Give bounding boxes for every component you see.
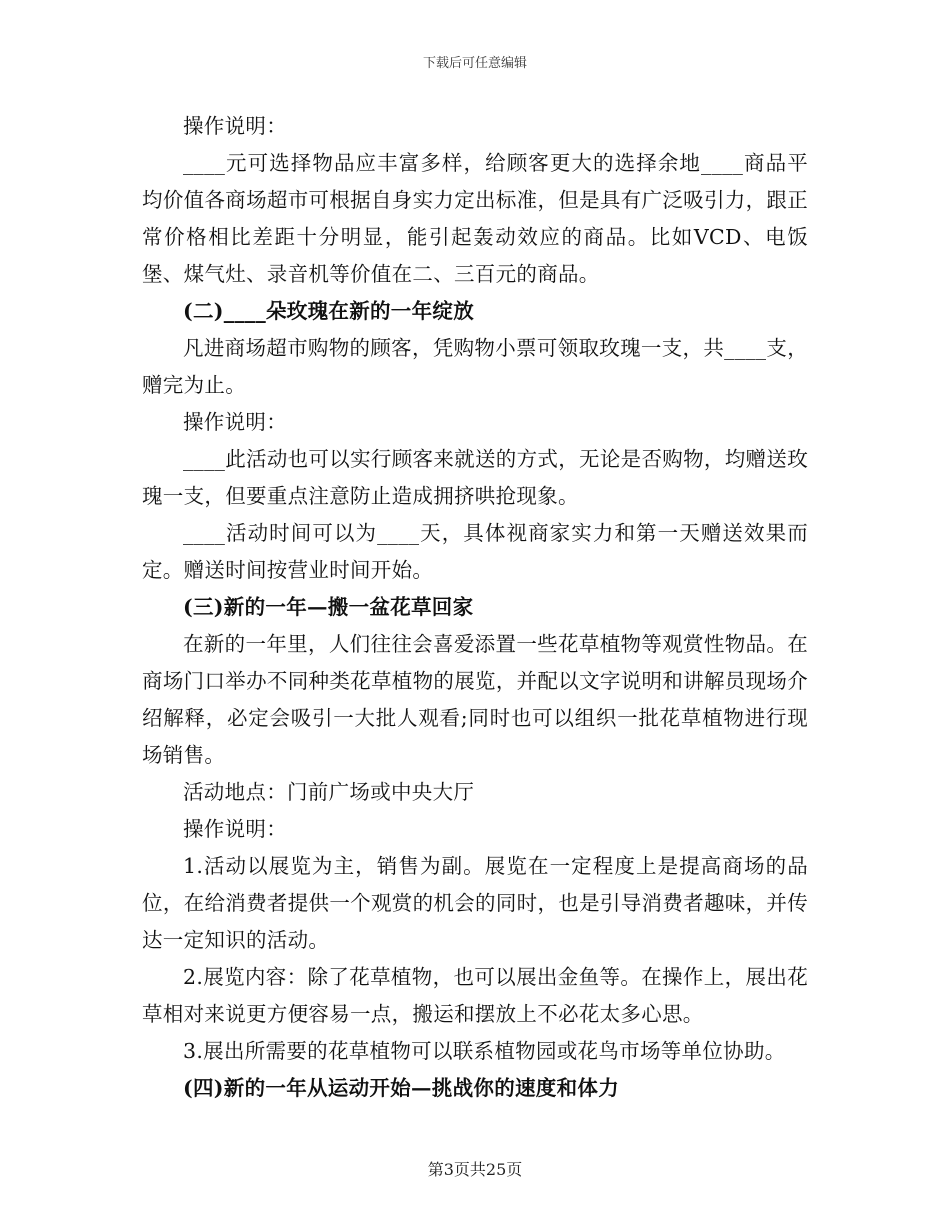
section-heading: (四)新的一年从运动开始—挑战你的速度和体力	[183, 1076, 619, 1100]
section-heading: (三)新的一年—搬一盆花草回家	[183, 595, 474, 619]
list-item: 3.展出所需要的花草植物可以联系植物园或花鸟市场等单位协助。	[183, 1039, 786, 1063]
document-body	[142, 108, 808, 1107]
paragraph: 操作说明：	[183, 114, 287, 138]
paragraph: 在新的一年里，人们往往会喜爱添置一些花草植物等观赏性物品。在商场门口举办不同种类花草植物的展览，并配以文字说明和讲解员现场介绍解释，必定会吸引一大批人观看;同时也可以组织一批花草植物进行现场销售。	[142, 632, 808, 767]
paragraph: 活动地点：门前广场或中央大厅	[183, 780, 475, 804]
section-heading: (二)____朵玫瑰在新的一年绽放	[183, 299, 474, 323]
page-number: 第3页共25页	[427, 1160, 523, 1179]
page-header: 下载后可任意编辑	[422, 56, 527, 71]
paragraph: ____此活动也可以实行顾客来就送的方式，无论是否购物，均赠送玫瑰一支，但要重点注意防止造成拥挤哄抢现象。	[142, 447, 808, 508]
paragraph: 操作说明：	[183, 817, 287, 841]
paragraph: 操作说明：	[183, 410, 287, 434]
paragraph: ____活动时间可以为____天，具体视商家实力和第一天赠送效果而定。赠送时间按营业时间开始。	[142, 521, 808, 582]
paragraph: 凡进商场超市购物的顾客，凭购物小票可领取玫瑰一支，共____支，赠完为止。	[142, 336, 808, 397]
list-item: 2.展览内容：除了花草植物，也可以展出金鱼等。在操作上，展出花草相对来说更方便容易一点，搬运和摆放上不必花太多心思。	[142, 965, 808, 1026]
list-item: 1.活动以展览为主，销售为副。展览在一定程度上是提高商场的品位，在给消费者提供一个观赏的机会的同时，也是引导消费者趣味，并传达一定知识的活动。	[142, 854, 808, 952]
paragraph: ____元可选择物品应丰富多样，给顾客更大的选择余地____商品平均价值各商场超市可根据自身实力定出标准，但是具有广泛吸引力，跟正常价格相比差距十分明显，能引起轰动效应的商品。比如VCD、电饭堡、煤气灶、录音机等价值在二、三百元的商品。	[142, 151, 808, 286]
